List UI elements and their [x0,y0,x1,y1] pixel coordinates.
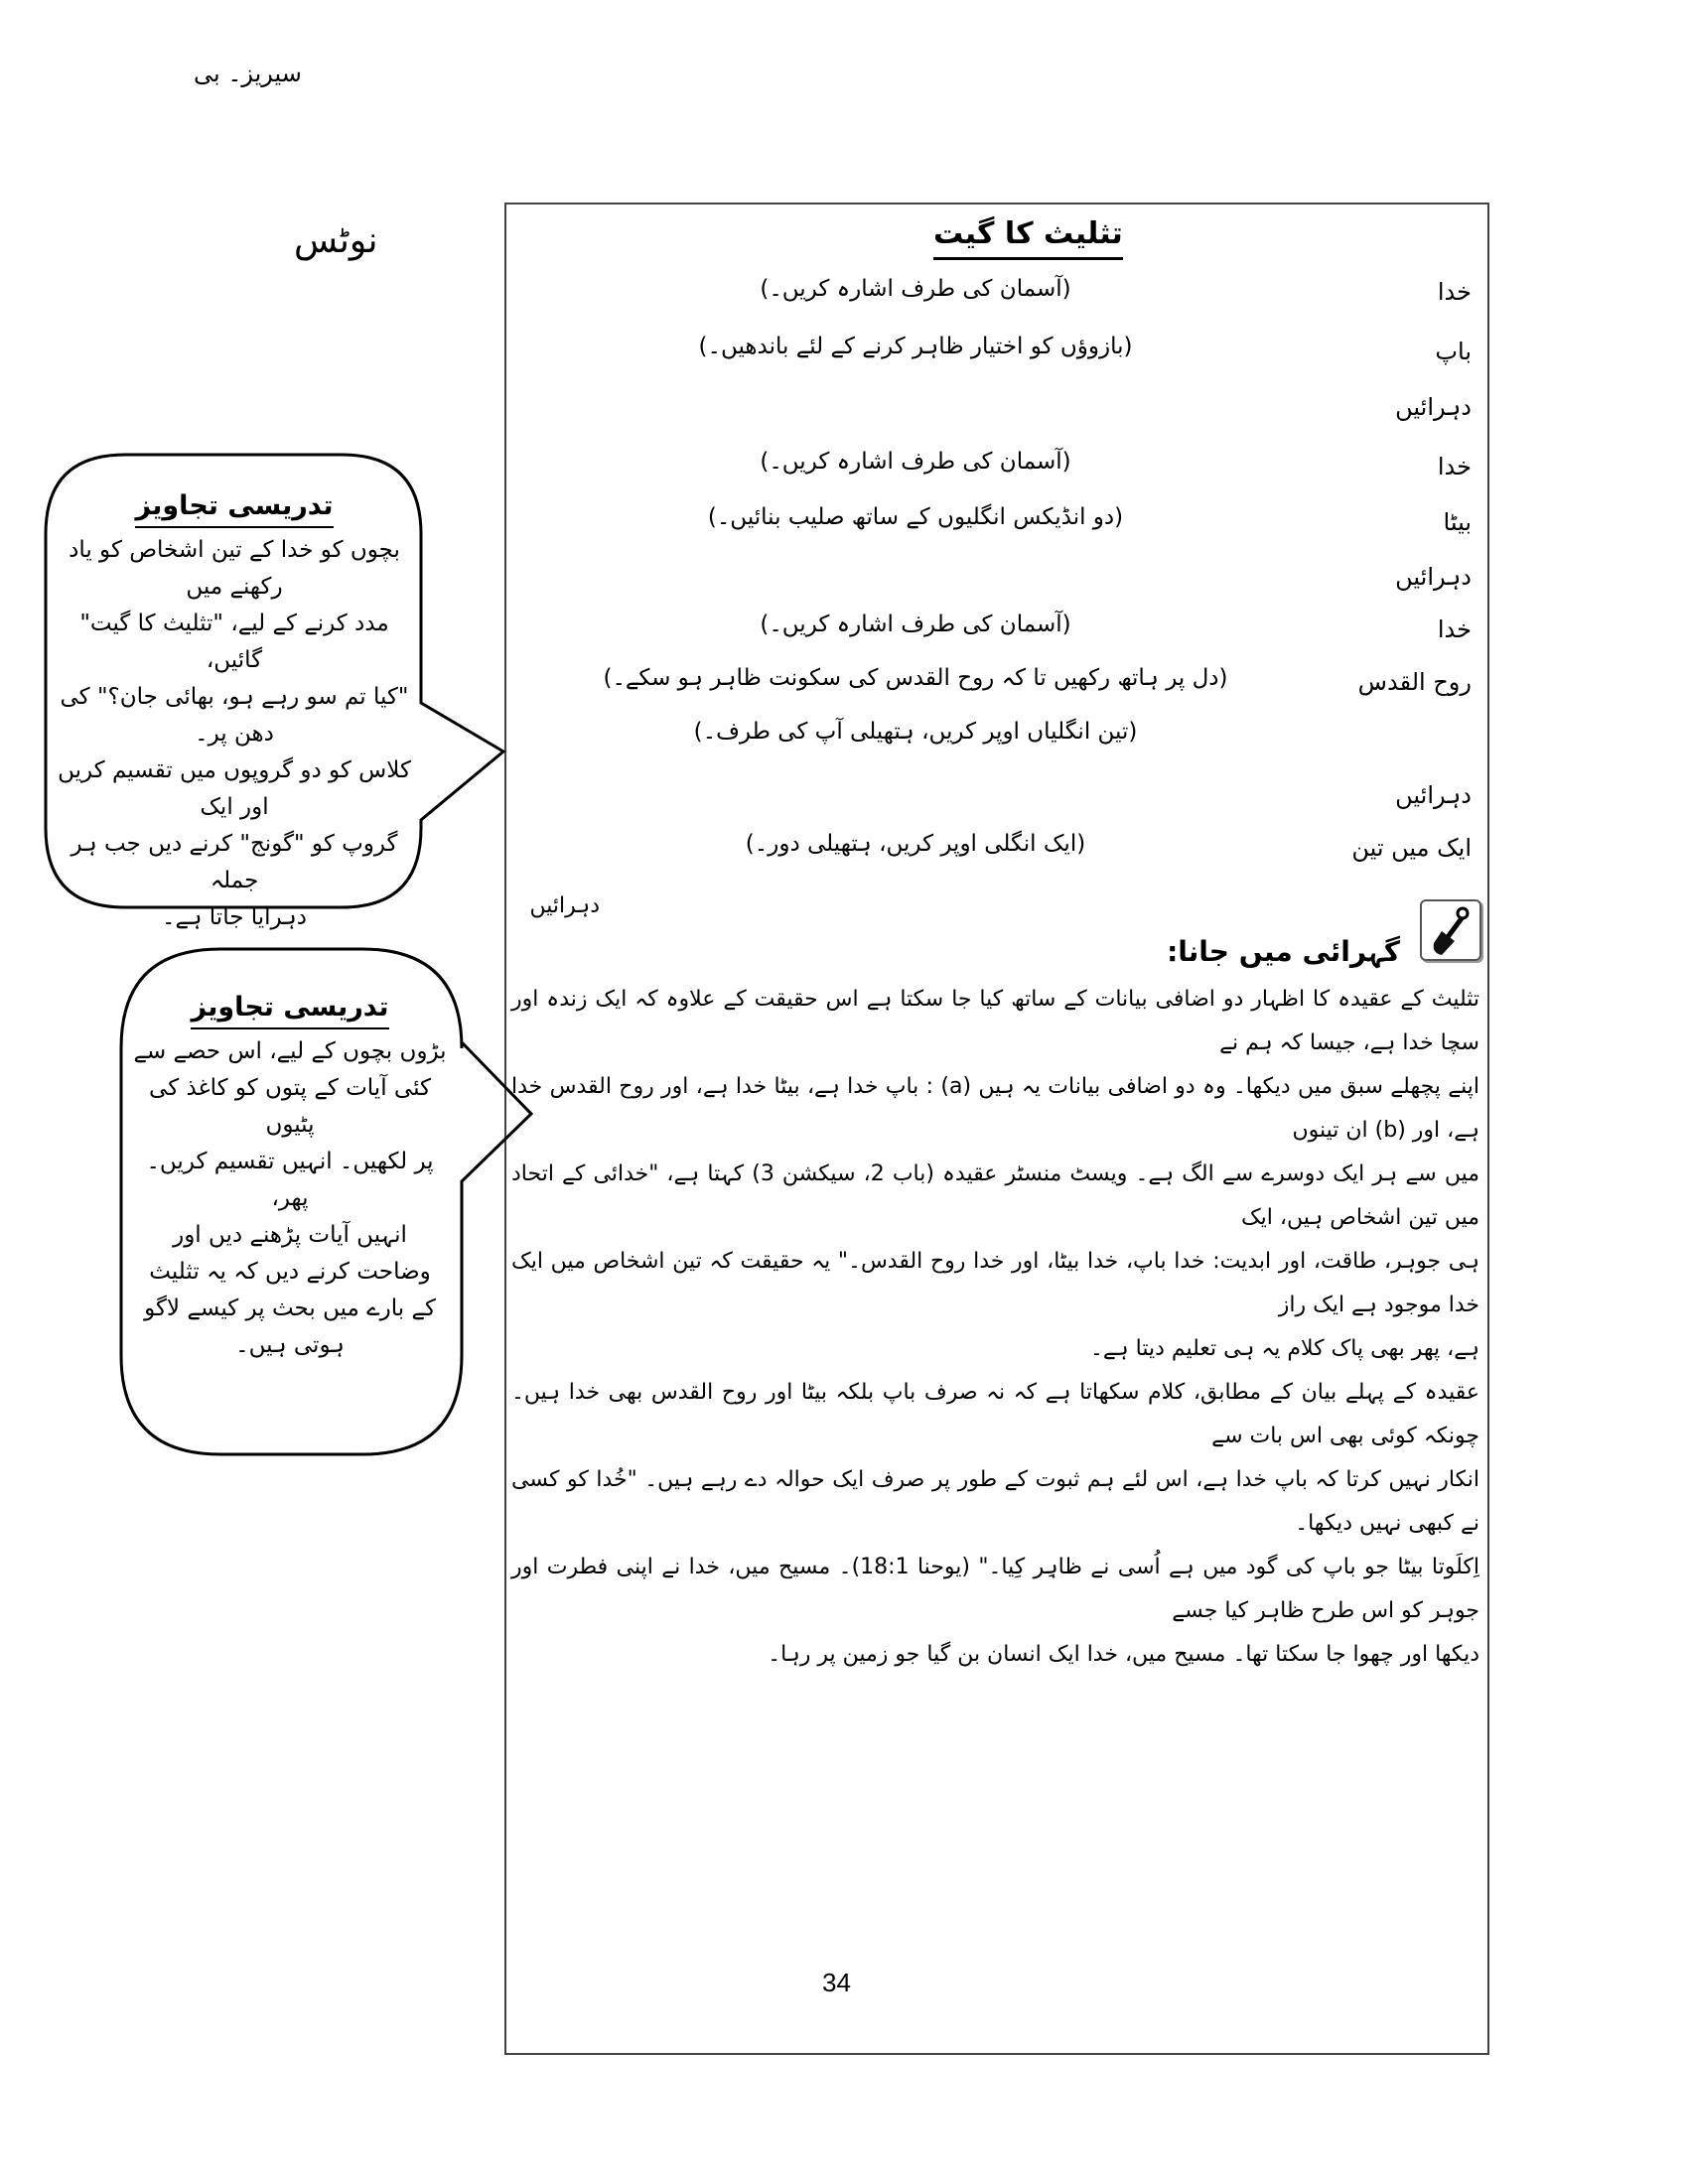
callout-title: تدریسی تجاویز [135,486,333,528]
shovel-icon [1420,899,1481,961]
song-instruction: (ایک انگلی اوپر کریں، ہتھیلی دور۔) [745,831,1086,857]
deeper-heading: گہرائی میں جانا: [1167,935,1400,968]
song-instruction: (آسمان کی طرف اشارہ کریں۔) [760,612,1071,637]
song-label: بیٹا [1443,508,1472,536]
paragraph-line: انکار نہیں کرتا کہ باپ خدا ہے، اس لئے ہم ثبوت کے طور پر صرف ایک حوالہ دے رہے ہیں۔ "خُدا کو کسی نے کبھی نہیں دیکھا۔ [511,1467,1479,1536]
paragraph-line: ہی جوہر، طاقت، اور ابدیت: خدا باپ، خدا بیٹا، اور خدا روح القدس۔" یہ حقیقت کہ تین اشخاص میں ایک خدا موجود ہے ایک راز [511,1249,1479,1317]
callout-line: کلاس کو دو گروپوں میں تقسیم کریں اور ایک [58,757,411,820]
callout-line: مدد کرنے کے لیے، "تثلیث کا گیت" گائیں، [79,611,389,673]
paragraph-line: اِکلَوتا بیٹا جو باپ کی گود میں ہے اُسی نے ظاہِر کِیا۔" (یوحنا 18:1)۔ مسیح میں، خدا نے اپنی فطرت اور جوہر کو اس طرح ظاہر کیا جسے [511,1555,1479,1623]
paragraph-line: دیکھا اور چھوا جا سکتا تھا۔ مسیح میں، خدا ایک انسان بن گیا جو زمین پر رہا۔ [768,1642,1479,1667]
song-label: خدا [1437,453,1472,480]
song-label: دہرائیں [1395,393,1472,421]
song-label: خدا [1437,615,1472,643]
callout-line: کئی آیات کے پتوں کو کاغذ کی پٹیوں [149,1075,431,1138]
song-instruction: (آسمان کی طرف اشارہ کریں۔) [760,276,1071,302]
teaching-tip-2 [131,988,449,1364]
notes-heading: نوٹس [294,220,378,261]
callout-line: ہوتی ہیں۔ [235,1332,345,1358]
paragraph-line: تثلیث کے عقیدہ کا اظہار دو اضافی بیانات کے ساتھ کیا جا سکتا ہے اس حقیقت کے علاوہ کہ ایک زندہ اور سچا خدا ہے، جیسا کہ ہم نے [511,987,1479,1055]
song-label: خدا [1437,278,1472,306]
song-instruction: (دو انڈیکس انگلیوں کے ساتھ صلیب بنائیں۔) [707,504,1124,530]
song-label: ایک میں تین [1351,834,1472,862]
callout-line: بچوں کو خدا کے تین اشخاص کو یاد رکھنے میں [69,537,400,600]
song-label: دہرائیں [1395,781,1472,809]
song-instruction: (تین انگلیاں اوپر کریں، ہتھیلی آپ کی طرف۔) [693,719,1138,745]
song-instruction: (دل پر ہاتھ رکھیں تا کہ روح القدس کی سکونت ظاہر ہو سکے۔) [603,665,1228,691]
paragraph-line: میں سے ہر ایک دوسرے سے الگ ہے۔ ویسٹ منسٹر عقیدہ (باب 2، سیکشن 3) کہتا ہے، "خدائی کے اتحاد میں تین اشخاص ہیں، ایک [511,1161,1479,1230]
series-label: سیریز۔ بی [194,60,302,87]
song-final-repeat: دہرائیں [529,893,600,918]
song-label: باپ [1435,338,1472,365]
paragraph-line: اپنے پچھلے سبق میں دیکھا۔ وہ دو اضافی بیانات یہ ہیں (a) : باپ خدا ہے، بیٹا خدا ہے، اور روح القدس خدا ہے، اور (b) ان تینوں [511,1074,1479,1143]
deeper-paragraph [511,978,1479,1677]
page-number: 34 [822,1968,851,1997]
callout-line: انہیں آیات پڑھنے دیں اور [173,1222,407,1248]
callout-title: تدریسی تجاویز [191,988,388,1029]
song-label: دہرائیں [1395,563,1472,591]
paragraph-line: عقیدہ کے پہلے بیان کے مطابق، کلام سکھاتا ہے کہ نہ صرف باپ بلکہ بیٹا اور روح القدس بھی خدا ہیں۔ چونکہ کوئی بھی اس بات سے [511,1380,1479,1448]
callout-line: کے بارے میں بحث پر کیسے لاگو [144,1296,436,1321]
callout-line: پر لکھیں۔ انہیں تقسیم کریں۔ پھر، [146,1149,434,1211]
paragraph-line: ہے، پھر بھی پاک کلام یہ ہی تعلیم دیتا ہے۔ [1089,1336,1479,1361]
song-instruction: (آسمان کی طرف اشارہ کریں۔) [760,449,1071,475]
song-label: روح القدس [1357,668,1472,696]
callout-line: وضاحت کرنے دیں کہ یہ تثلیث [149,1259,431,1285]
song-instruction: (بازوؤں کو اختیار ظاہر کرنے کے لئے باندھیں۔) [698,334,1133,359]
callout-line: گروپ کو "گونج" کرنے دیں جب ہر جملہ [70,831,398,893]
callout-line: "کیا تم سو رہے ہو، بھائی جان؟" کی دھن پر۔ [60,684,409,747]
teaching-tip-1 [56,486,413,936]
callout-line: بڑوں بچوں کے لیے، اس حصے سے [133,1038,447,1064]
song-title: تثلیث کا گیت [933,216,1123,260]
callout-line: دہرایا جاتا ہے۔ [162,904,307,930]
